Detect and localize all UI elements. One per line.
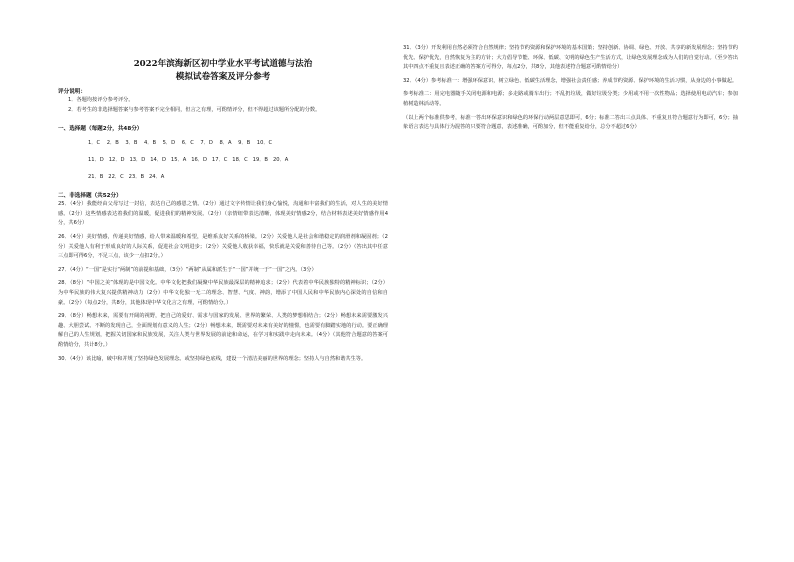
scoring-note: 1．各题均按评分参考评分。 (68, 97, 134, 103)
multiple-choice-heading: 一、选择题（每题2分，共48分） (58, 126, 143, 133)
non-multiple-choice-heading: 二、非选择题（共52分） (58, 193, 122, 200)
document-title: 2022年滨海新区初中学业水平考试道德与法治 (133, 59, 313, 69)
question-32-answer: 32．（4分）参考标准一：增强环保意识，树立绿色、低碳生活理念，增强社会责任感；养成节约资源、保护环境的生活习惯，从身边的小事做起。 (403, 77, 738, 84)
left-column (58, 0, 388, 364)
right-column (403, 0, 738, 133)
scoring-notes-heading: 评分说明： (58, 89, 86, 95)
question-29-answer: 29．（8分）畅想未来，需要有开阔的视野，把自己的爱好、需求与国家的发展、世界的繁荣、人类的梦想相结合；（2分）畅想未来需要激发兴趣、大胆尝试、不断的发现自己，全面规划有意义的人生；（2分）畅想未来，既需要对未来有美好的憧憬，也需要有脚踏实地的行动。要正确理解自己的人生规划，把握关切国家和民族发展，关注人类与世界发展的前途和命运，在学习和实践中走向未来。（4分）（其他符合题意的答案可酌情给分，共计8分。） (58, 313, 388, 348)
question-27-answer: 27．（4分）“一国”是实行“两制”的前提和基础，（3分）“两制”从属和派生于“一国”并统一于“一国”之内。（3分） (58, 266, 317, 273)
answer-row: 11．D 12．D 13．D 14．D 15．A 16．D 17．C 18．C 19．B 20．A (88, 157, 289, 164)
scoring-note: 2．若考生的非选择题答案与参考答案不完全相同，但言之有理，可酌情评分，但不得超过该题所分配的分数。 (68, 106, 321, 113)
question-25-answer: 25．（4分）我能经由父母写过一封信，表达自己的感恩之情。（2分）通过文字传情让我们身心愉悦，沟通和丰富我们的生活，对人生的美好情感。（2分）这些情感表达着我们的温暖，促进我们的精神发展。（2分）（亲情纽带表达清晰，体现美好情感2分，结合材料表述美好情感作用4分，共6分） (58, 201, 388, 227)
answer-row: 1．C 2．B 3．B 4．B 5．D 6．C 7．D 8．A 9．B 10．C (88, 140, 273, 147)
question-31-answer: 31．（3分）开发利用自然必须符合自然规律；坚持节约资源和保护环境的基本国策；坚持创新、协调、绿色、开放、共享的新发展理念；坚持节约优先、保护优先，自然恢复为主的方针；大力倡导节能、环保、低碳、文明的绿色生产生活方式，让绿色发展理念成为人们的自觉行动。（至少答出其中四点不重复且表述正确的答案方可得分，每点2分，共8分，其他表述符合题意可酌情给分） (403, 45, 738, 71)
question-28-answer: 28．（8分）“中国之美”体现的是中国文化。中华文化把我们凝聚中华民族最深层的精神追求；（2分）代表着中华民族独特的精神标识；（2分）为中华民族的伟大复兴提供精神动力（2分）中华文化独一无二的理念、智慧、气度、神韵，增添了中国人民和中华民族内心深处的自信和自豪。（2分）（每点2分，共8分，其他体现中华文化言之有理，可酌情给分。） (58, 280, 388, 306)
question-32-scoring-note: （以上两个标准供参考，标准一答出环保意识和绿色的环保行动两层意思即可，6分；标准二答出三点具体、不重复且符合题意行为即可，6分；抽象语言表达与具体行为混答的只要符合题意，表述准确，可酌加分，但不能重复给分，总分不超过6分） (403, 114, 738, 131)
question-32-standard-two: 参考标准二：用完电器随手关闭电源和电源；多走路或骑车出行；不乱扔垃圾，做好垃圾分类；少用或不用一次性物品；选择使用电动汽车；参加植树造林活动等。 (403, 91, 738, 107)
answer-row: 21．B 22．C 23．B 24．A (88, 174, 165, 181)
question-30-answer: 30．（4分）该比喻，破中和并规了坚持绿色发展理念。或坚持绿色底线，建设一个清洁美丽的世界的理念；坚持人与自然和谐共生等。 (58, 355, 367, 362)
question-26-answer: 26．（4分）美好情感，传递美好情感，给人带来温暖和希望，是维系友好关系的桥梁。（2分）关爱他人是社会和谐稳定的润滑剂和凝固剂；（2分）关爱他人有利于形成良好的人际关系，促进社会文明进步；（2分）关爱他人收获幸福，快乐就是关爱和善待自己等。（2分）（答出其中任意三点即可得6分，不足三点，该少一点扣2分。） (58, 233, 388, 260)
document-subtitle: 模拟试卷答案及评分参考 (175, 72, 271, 82)
